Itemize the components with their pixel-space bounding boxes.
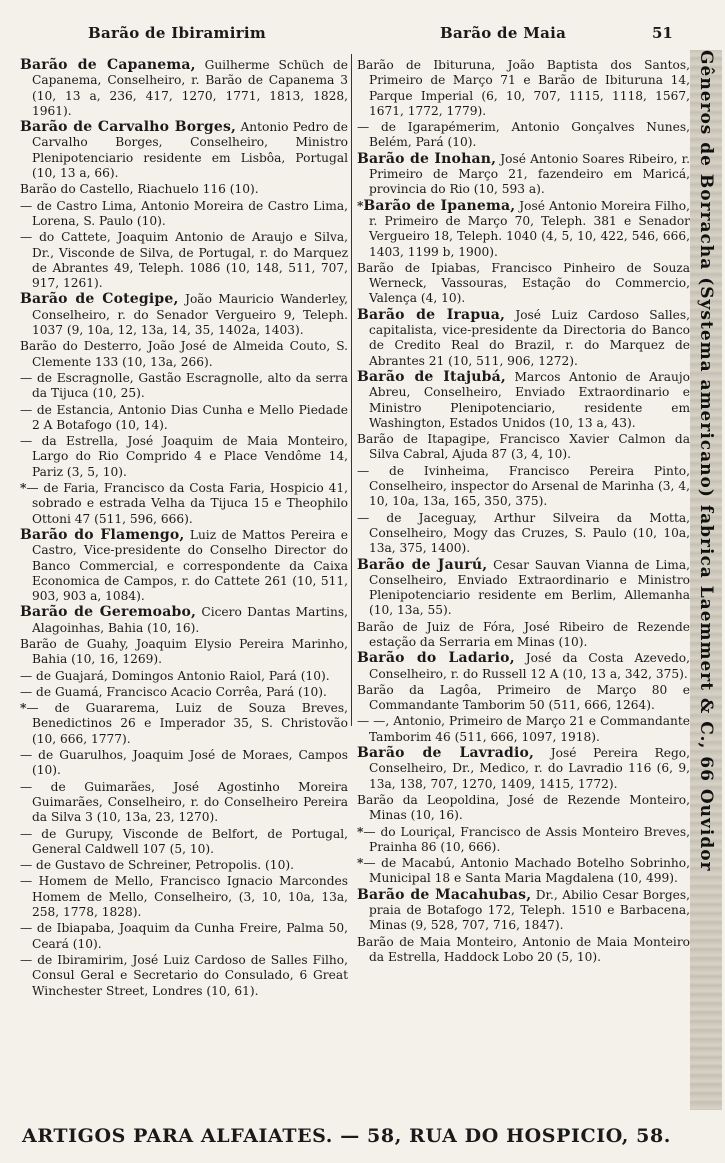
entry-text: — de Gustavo de Schreiner, Petropolis. (10). bbox=[20, 858, 294, 873]
entry-name: Barão de Irapua, bbox=[357, 306, 506, 323]
directory-entry bbox=[20, 371, 348, 402]
directory-entry bbox=[357, 370, 690, 431]
directory-entry bbox=[20, 339, 348, 370]
entry-text: Cicero Dantas Martins, Alagoinhas, Bahia (10, 16). bbox=[32, 605, 348, 635]
footer-advertisement: ARTIGOS PARA ALFAIATES. — 58, RUA DO HOSPICIO, 58. bbox=[22, 1125, 672, 1147]
entry-text: Guilherme Schüch de Capanema, Conselheiro, r. Barão de Capanema 3 (10, 13 a, 236, 417, 1270, 1771, 1813, 1828, 1961). bbox=[32, 58, 348, 118]
entry-text: — de Jaceguay, Arthur Silveira da Motta, Conselheiro, Mogy das Cruzes, S. Paulo (10, 10a, 13a, 375, 1400). bbox=[357, 510, 690, 556]
entry-text: Barão de Maia Monteiro, Antonio de Maia Monteiro da Estrella, Haddock Lobo 20 (5, 10). bbox=[357, 934, 690, 964]
directory-entry bbox=[357, 651, 690, 682]
entry-text: — de Guararema, Luiz de Souza Breves, Benedictinos 26 e Imperador 35, S. Christovão (10, 666, 1777). bbox=[26, 701, 348, 746]
directory-entry bbox=[357, 261, 690, 307]
entry-text: José da Costa Azevedo, Conselheiro, r. do Russell 12 A (10, 13 a, 342, 375). bbox=[369, 651, 690, 681]
directory-entry bbox=[20, 953, 348, 999]
entry-name: Barão de Geremoabo, bbox=[20, 604, 197, 621]
entry-text: Luiz de Mattos Pereira e Castro, Vice-presidente do Conselho Director do Banco Commercial, e correspondente da Caixa Economica de Campos, r. do Cattete 261 (10, 511, 903, 903 a, 1084). bbox=[32, 527, 348, 604]
entry-marker: * bbox=[357, 198, 364, 213]
directory-entry bbox=[357, 120, 690, 151]
directory-entry bbox=[357, 856, 690, 887]
directory-entry bbox=[20, 58, 348, 119]
directory-entry bbox=[20, 230, 348, 291]
entry-text: — —, Antonio, Primeiro de Março 21 e Commandante Tamborim 46 (511, 666, 1097, 1918). bbox=[357, 714, 690, 744]
directory-entry bbox=[20, 780, 348, 826]
directory-entry bbox=[357, 888, 690, 934]
left-column bbox=[20, 58, 348, 1000]
entry-text: Cesar Sauvan Vianna de Lima, Conselheiro, Enviado Extraordinario e Ministro Plenipotenciario residente em Berlim, Allemanha (10, 13a, 55). bbox=[369, 557, 691, 618]
entry-text: José Antonio Moreira Filho, r. Primeiro de Março 70, Teleph. 381 e Senador Vergueiro 18, Teleph. 1040 (4, 5, 10, 422, 546, 666, 1403, 1199 b, 1900). bbox=[369, 198, 690, 259]
entry-name: Barão de Itajubá, bbox=[357, 368, 506, 385]
directory-entry bbox=[20, 669, 348, 684]
entry-name: Barão do Ladario, bbox=[357, 650, 515, 667]
entry-text: Marcos Antonio de Araujo Abreu, Conselheiro, Enviado Extraordinario e Ministro Plenipotenciario, residente em Washington, Estados Unidos (10, 13 a, 43). bbox=[369, 369, 690, 430]
entry-text: — da Estrella, José Joaquim de Maia Monteiro, Largo do Rio Comprido 4 e Place Vendôme 14, Pariz (3, 5, 10). bbox=[20, 434, 348, 479]
entry-text: Barão de Juiz de Fóra, José Ribeiro de Rezende estação da Serraria em Minas (10). bbox=[357, 619, 690, 649]
entry-name: Barão de Carvalho Borges, bbox=[20, 119, 237, 136]
right-column bbox=[357, 58, 690, 966]
right-running-header: Barão de Maia bbox=[440, 24, 567, 42]
directory-entry bbox=[357, 432, 690, 463]
directory-entry bbox=[357, 308, 690, 369]
entry-text: — de Ibiramirim, José Luiz Cardoso de Salles Filho, Consul Geral e Secretario do Consulado, 6 Great Winchester Street, Londres (10, 61). bbox=[20, 952, 348, 998]
directory-entry bbox=[357, 746, 690, 792]
entry-text: — do Cattete, Joaquim Antonio de Araujo e Silva, Dr., Visconde de Silva, de Portugal, r. do Marquez de Abrantes 49, Teleph. 1086 (10, 148, 511, 707, 917, 1261). bbox=[20, 230, 348, 291]
entry-name: Barão do Flamengo, bbox=[20, 526, 185, 543]
entry-name: Barão de Cotegipe, bbox=[20, 291, 179, 308]
entry-text: — de Guajará, Domingos Antonio Raiol, Pará (10). bbox=[20, 668, 330, 683]
directory-entry bbox=[20, 748, 348, 779]
entry-text: — de Gurupy, Visconde de Belfort, de Portugal, General Caldwell 107 (5, 10). bbox=[20, 826, 348, 856]
directory-entry bbox=[357, 464, 690, 510]
entry-text: Barão da Lagôa, Primeiro de Março 80 e Commandante Tamborim 50 (511, 666, 1264). bbox=[357, 682, 690, 713]
directory-entry bbox=[357, 511, 690, 557]
entry-name: Barão de Inohan, bbox=[357, 150, 497, 167]
entry-name: Barão de Ipanema, bbox=[363, 197, 516, 214]
directory-entry bbox=[357, 793, 690, 824]
entry-text: — de Faria, Francisco da Costa Faria, Hospicio 41, sobrado e estrada Velha da Tijuca 15 e Theophilo Ottoni 47 (511, 596, 666). bbox=[26, 481, 348, 526]
directory-entry bbox=[357, 199, 690, 260]
directory-entry bbox=[20, 605, 348, 636]
directory-entry bbox=[357, 825, 690, 856]
directory-entry bbox=[20, 120, 348, 181]
entry-text: — de Igarapémerim, Antonio Gonçalves Nunes, Belém, Pará (10). bbox=[357, 120, 690, 150]
directory-entry bbox=[357, 558, 690, 619]
entry-name: Barão de Jaurú, bbox=[357, 556, 488, 573]
directory-entry bbox=[20, 481, 348, 527]
directory-entry bbox=[20, 292, 348, 338]
entry-text: Barão de Itapagipe, Francisco Xavier Calmon da Silva Cabral, Ajuda 87 (3, 4, 10). bbox=[357, 432, 690, 462]
entry-marker: * bbox=[357, 824, 364, 839]
entry-text: — do Louriçal, Francisco de Assis Monteiro Breves, Prainha 86 (10, 666). bbox=[363, 824, 690, 854]
entry-text: — de Ivinheima, Francisco Pereira Pinto, Conselheiro, inspector do Arsenal de Marinha (3, 4, 10, 10a, 13a, 165, 350, 375). bbox=[357, 463, 690, 509]
column-divider bbox=[351, 54, 352, 726]
side-advertisement bbox=[690, 50, 722, 1110]
directory-entry bbox=[357, 935, 690, 966]
entry-text: José Luiz Cardoso Salles, capitalista, vice-presidente da Directoria do Banco de Credito Real do Brazil, r. do Marquez de Abrantes 21 (10, 511, 906, 1272). bbox=[369, 307, 690, 368]
entry-text: Barão de Ipiabas, Francisco Pinheiro de Souza Werneck, Vassouras, Estação do Commercio, Valença (4, 10). bbox=[357, 260, 690, 306]
page-number: 51 bbox=[652, 24, 673, 42]
entry-text: José Antonio Soares Ribeiro, r. Primeiro de Março 21, fazendeiro em Maricá, provincia do Rio (10, 593 a). bbox=[369, 151, 690, 197]
entry-text: — de Estancia, Antonio Dias Cunha e Mello Piedade 2 A Botafogo (10, 14). bbox=[20, 402, 348, 432]
entry-name: Barão de Macahubas, bbox=[357, 886, 532, 903]
left-running-header: Barão de Ibiramirim bbox=[88, 24, 267, 42]
entry-text: José Pereira Rego, Conselheiro, Dr., Medico, r. do Lavradio 116 (6, 9, 13a, 138, 707, 1270, 1409, 1415, 1772). bbox=[369, 746, 690, 791]
entry-text: — de Guarulhos, Joaquim José de Moraes, Campos (10). bbox=[20, 748, 348, 778]
entry-text: — de Castro Lima, Antonio Moreira de Castro Lima, Lorena, S. Paulo (10). bbox=[20, 198, 348, 228]
side-advertisement-text: Gêneros de Borracha (Systema americano) fabrica Laemmert & C., 66 Ouvidor bbox=[696, 50, 716, 872]
entry-name: Barão de Lavradio, bbox=[357, 745, 535, 762]
directory-entry bbox=[20, 434, 348, 480]
entry-text: João Mauricio Wanderley, Conselheiro, r. do Senador Vergueiro 9, Teleph. 1037 (9, 10a, 12, 13a, 14, 35, 1402a, 1403). bbox=[32, 292, 348, 338]
directory-entry bbox=[20, 685, 348, 700]
entry-text: — de Guimarães, José Agostinho Moreira Guimarães, Conselheiro, r. do Conselheiro Pereira da Silva 3 (10, 13a, 23, 1270). bbox=[20, 779, 348, 825]
entry-name: Barão de Capanema, bbox=[20, 57, 196, 73]
entry-marker: * bbox=[20, 481, 27, 496]
entry-text: — de Macabú, Antonio Machado Botelho Sobrinho, Municipal 18 e Santa Maria Magdalena (10, 499). bbox=[363, 856, 690, 886]
entry-text: Barão de Ibituruna, João Baptista dos Santos, Primeiro de Março 71 e Barão de Ibituruna 14, Parque Imperial (6, 10, 707, 1115, 1118, 1567, 1671, 1772, 1779). bbox=[357, 58, 690, 118]
directory-entry bbox=[357, 58, 690, 119]
directory-entry bbox=[20, 182, 348, 197]
entry-text: — de Escragnolle, Gastão Escragnolle, alto da serra da Tijuca (10, 25). bbox=[20, 370, 348, 401]
directory-entry bbox=[20, 403, 348, 434]
entry-text: Barão do Castello, Riachuelo 116 (10). bbox=[20, 182, 259, 197]
entry-marker: * bbox=[20, 701, 27, 716]
entry-text: Antonio Pedro de Carvalho Borges, Conselheiro, Ministro Plenipotenciario residente em Lisbôa, Portugal (10, 13 a, 66). bbox=[32, 120, 349, 181]
entry-text: — de Ibiapaba, Joaquim da Cunha Freire, Palma 50, Ceará (10). bbox=[20, 921, 348, 951]
directory-entry bbox=[357, 714, 690, 745]
entry-text: Barão da Leopoldina, José de Rezende Monteiro, Minas (10, 16). bbox=[357, 792, 690, 823]
directory-entry bbox=[357, 620, 690, 651]
entry-text: Barão do Desterro, João José de Almeida Couto, S. Clemente 133 (10, 13a, 266). bbox=[20, 339, 348, 369]
entry-marker: * bbox=[357, 856, 364, 871]
directory-entry bbox=[357, 152, 690, 198]
directory-entry bbox=[20, 528, 348, 604]
directory-entry bbox=[20, 858, 348, 873]
entry-text: Dr., Abilio Cesar Borges, praia de Botafogo 172, Teleph. 1510 e Barbacena, Minas (9, 528, 707, 716, 1847). bbox=[369, 887, 690, 933]
directory-entry bbox=[20, 827, 348, 858]
entry-text: — de Guamá, Francisco Acacio Corrêa, Pará (10). bbox=[20, 684, 327, 699]
directory-entry bbox=[357, 683, 690, 714]
directory-entry bbox=[20, 701, 348, 747]
entry-text: — Homem de Mello, Francisco Ignacio Marcondes Homem de Mello, Conselheiro, (3, 10, 10a, 13a, 258, 1778, 1828). bbox=[20, 874, 348, 920]
directory-entry bbox=[20, 921, 348, 952]
directory-entry bbox=[20, 874, 348, 920]
entry-text: Barão de Guahy, Joaquim Elysio Pereira Marinho, Bahia (10, 16, 1269). bbox=[20, 636, 348, 667]
directory-entry bbox=[20, 637, 348, 668]
directory-entry bbox=[20, 199, 348, 230]
